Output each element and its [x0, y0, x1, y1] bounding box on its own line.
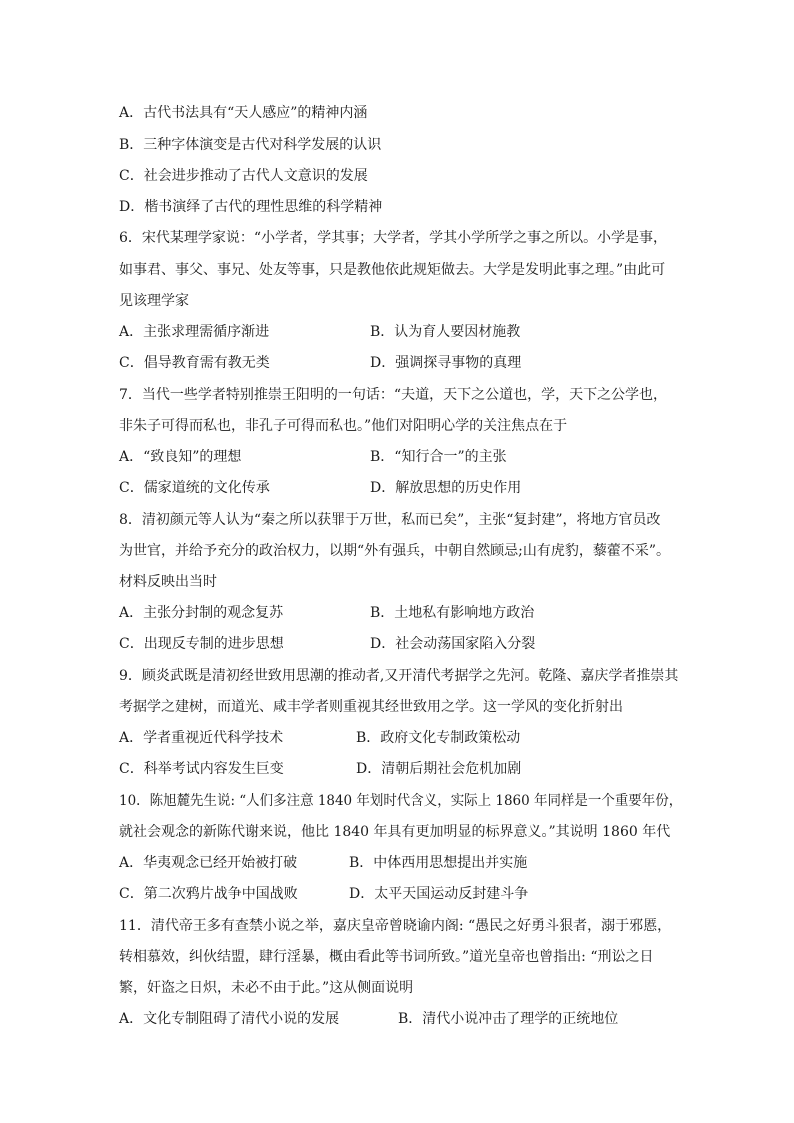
question-9-option-a: A．学者重视近代科学技术: [119, 730, 284, 746]
question-6-stem: 6．宋代某理学家说：“小学者，学其事；大学者，学其小学所学之事之所以。小学是事，: [119, 230, 668, 246]
question-7-option-a: A．“致良知”的理想: [119, 449, 242, 465]
question-11-stem: 11．清代帝王多有查禁小说之举，嘉庆皇帝曾晓谕内阁: “愚民之好勇斗狠者，溺于邪慝，: [119, 918, 672, 934]
question-6-stem: 如事君、事父、事兄、处友等事，只是教他依此规矩做去。大学是发明此事之理。”由此可: [119, 262, 666, 278]
question-8-option-d: D．社会动荡国家陷入分裂: [370, 636, 536, 652]
question-9-stem: 考据学之建树，而道光、咸丰学者则重视其经世致用之学。这一学风的变化折射出: [119, 699, 623, 715]
question-11-stem: 繁，奸盗之日炽，未必不由于此。”这从侧面说明: [119, 980, 414, 996]
question-6-option-b: B．认为育人要因材施教: [370, 324, 521, 340]
prev-option-a: A．古代书法具有“天人感应”的精神内涵: [119, 105, 368, 121]
question-6-option-a: A．主张求理需循序渐进: [119, 324, 270, 340]
question-7-stem: 7．当代一些学者特别推崇王阳明的一句话：“夫道，天下之公道也，学，天下之公学也，: [119, 387, 668, 403]
question-10-stem: 10．陈旭麓先生说: “人们多注意 1840 年划时代含义，实际上 1860 年同样是一个重要年份，: [119, 793, 683, 809]
question-6-option-c: C．倡导教育需有教无类: [119, 355, 270, 371]
question-10-stem: 就社会观念的新陈代谢来说，他比 1840 年具有更加明显的标界意义。”其说明 1860 年代: [119, 824, 671, 840]
question-9-stem: 9．顾炎武既是清初经世致用思潮的推动者,又开清代考据学之先河。乾隆、嘉庆学者推崇其: [119, 668, 679, 684]
question-11-option-b: B．清代小说冲击了理学的正统地位: [398, 1011, 619, 1027]
question-10-option-c: C．第二次鸦片战争中国战败: [119, 886, 298, 902]
question-10-option-a: A．华夷观念已经开始被打破: [119, 855, 298, 871]
question-8-option-b: B．土地私有影响地方政治: [370, 605, 535, 621]
question-8-stem: 为世官，并给予充分的政治权力，以期“外有强兵，中朝自然顾忌;山有虎豹，藜藿不采”。: [119, 543, 671, 559]
prev-option-d: D．楷书演绎了古代的理性思维的科学精神: [119, 199, 383, 215]
question-11-option-a: A．文化专制阻碍了清代小说的发展: [119, 1011, 340, 1027]
question-8-stem: 材料反映出当时: [119, 574, 217, 590]
question-9-option-b: B．政府文化专制政策松动: [356, 730, 521, 746]
question-8-option-a: A．主张分封制的观念复苏: [119, 605, 284, 621]
question-11-stem: 转相慕效，纠伙结盟，肆行淫暴，概由看此等书词所致。”道光皇帝也曾指出: “刑讼之日: [119, 949, 654, 965]
question-6-option-d: D．强调探寻事物的真理: [370, 355, 522, 371]
prev-option-c: C．社会进步推动了古代人文意识的发展: [119, 168, 368, 184]
question-6-stem: 见该理学家: [119, 293, 189, 309]
prev-option-b: B．三种字体演变是古代对科学发展的认识: [119, 137, 382, 153]
question-10-option-d: D．太平天国运动反封建斗争: [349, 886, 529, 902]
question-8-stem: 8．清初颜元等人认为“秦之所以获罪于万世，私而已矣”，主张“复封建”，将地方官员改: [119, 512, 661, 528]
question-7-option-b: B．“知行合一”的主张: [370, 449, 507, 465]
question-8-option-c: C．出现反专制的进步思想: [119, 636, 284, 652]
question-10-option-b: B．中体西用思想提出并实施: [349, 855, 528, 871]
question-9-option-c: C．科举考试内容发生巨变: [119, 761, 284, 777]
question-7-option-c: C．儒家道统的文化传承: [119, 480, 270, 496]
question-9-option-d: D．清朝后期社会危机加剧: [356, 761, 522, 777]
question-7-option-d: D．解放思想的历史作用: [370, 480, 522, 496]
question-7-stem: 非朱子可得而私也，非孔子可得而私也。”他们对阳明心学的关注焦点在于: [119, 418, 568, 434]
